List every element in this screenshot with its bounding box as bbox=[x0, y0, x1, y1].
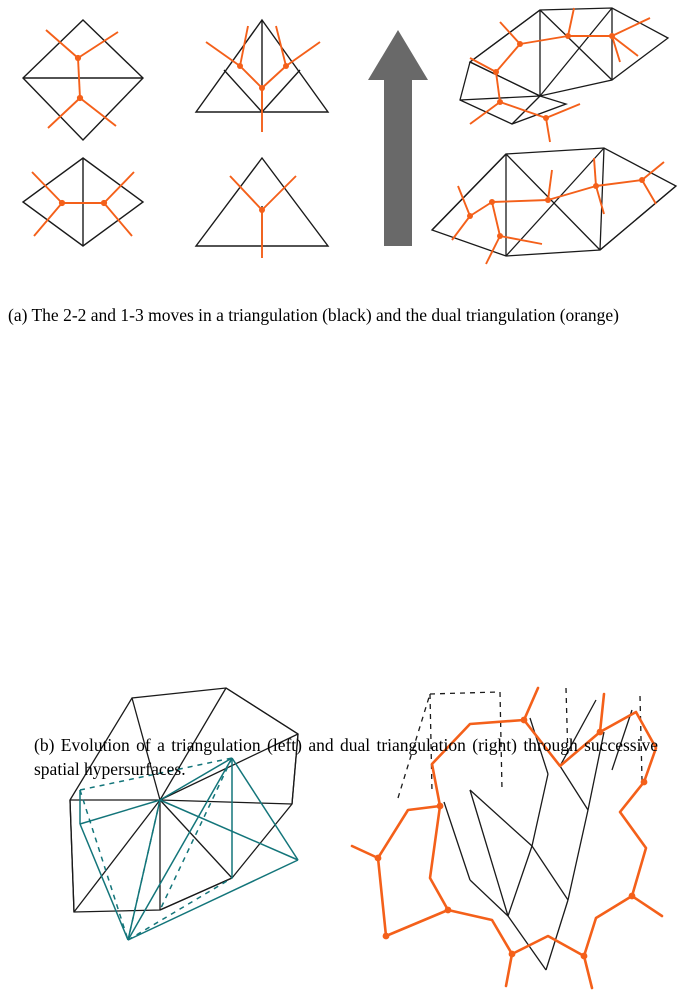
panel-b-graphic bbox=[0, 670, 685, 1000]
move-1-3-after bbox=[196, 158, 328, 258]
caption-panel-a: (a) The 2-2 and 1-3 moves in a triangulation (black) and the dual triangulation (orange) bbox=[8, 305, 619, 325]
figure-panel-a bbox=[0, 0, 685, 290]
panel-a-graphic bbox=[0, 0, 685, 290]
hypersurface-lower bbox=[432, 148, 676, 264]
figure-panel-b bbox=[0, 290, 685, 620]
upward-arrow bbox=[368, 30, 428, 246]
caption-panel-b: (b) Evolution of a triangulation (left) and dual triangulation (right) through successive spatial hypersurfaces. bbox=[34, 735, 658, 780]
move-2-2-after bbox=[23, 158, 143, 246]
move-1-3-before bbox=[196, 20, 328, 132]
hypersurface-upper bbox=[460, 8, 668, 142]
move-2-2-before bbox=[23, 20, 143, 140]
triangulation-evolution-left bbox=[70, 688, 298, 940]
